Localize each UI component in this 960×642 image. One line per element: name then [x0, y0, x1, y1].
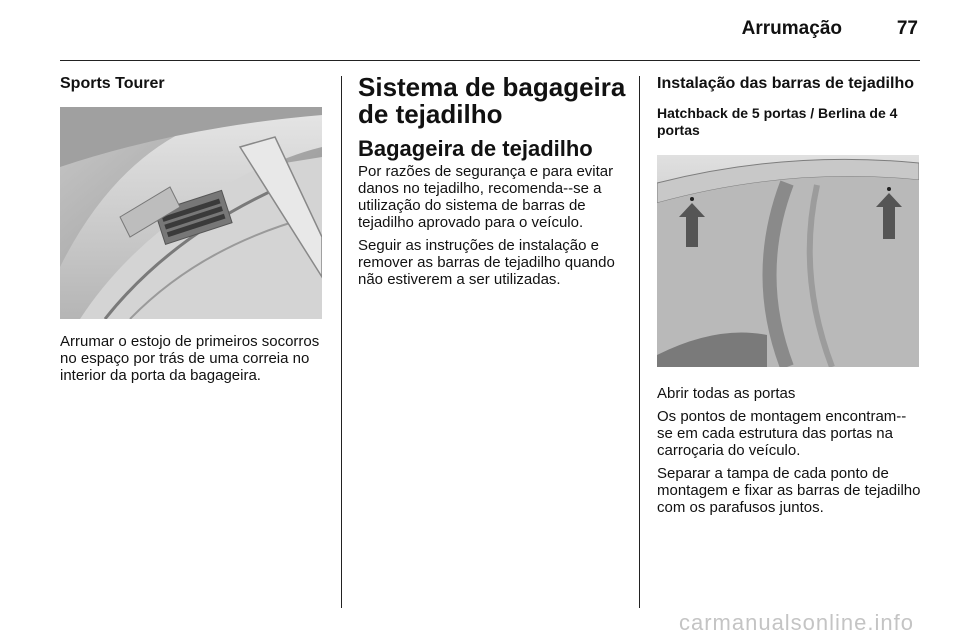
middle-paragraph-1: Por razões de segurança e para evitar danos no tejadilho, recomenda--se a utilização do sistema de barras de tejadilho aprovado para o veículo. — [358, 163, 614, 231]
middle-column — [358, 74, 626, 294]
section-title: Sistema de bagageira de tejadilho — [358, 72, 626, 129]
roof-mounting-points-illustration — [657, 155, 919, 367]
watermark: carmanualsonline.info — [678, 610, 914, 635]
tailgate-interior-illustration — [60, 107, 322, 319]
left-paragraph: Arrumar o estojo de primeiros socorros no espaço por trás de uma correia no interior da porta da bagageira. — [60, 333, 320, 384]
right-column — [657, 74, 922, 522]
installation-subtitle: Hatchback de 5 portas / Berlina de 4 portas — [657, 105, 898, 138]
right-paragraph-2: Os pontos de montagem encontram--se em cada estrutura das portas na carroçaria do veículo. — [657, 408, 907, 459]
page-header-title: Arrumação — [741, 18, 842, 39]
left-heading: Sports Tourer — [60, 75, 165, 92]
right-paragraph-1: Abrir todas as portas — [657, 385, 796, 402]
column-divider-left — [341, 76, 342, 608]
installation-title: Instalação das barras de tejadilho — [657, 75, 914, 92]
page-number: 77 — [896, 18, 918, 39]
right-paragraph-3: Separar a tampa de cada ponto de montagem e fixar as barras de tejadilho com os parafusos juntos. — [657, 465, 921, 516]
middle-paragraph-2: Seguir as instruções de instalação e remover as barras de tejadilho quando não estiverem a ser utilizadas. — [358, 237, 615, 288]
header-divider — [60, 60, 920, 61]
column-divider-right — [639, 76, 640, 608]
left-column — [60, 74, 328, 390]
section-subtitle: Bagageira de tejadilho — [358, 136, 593, 161]
